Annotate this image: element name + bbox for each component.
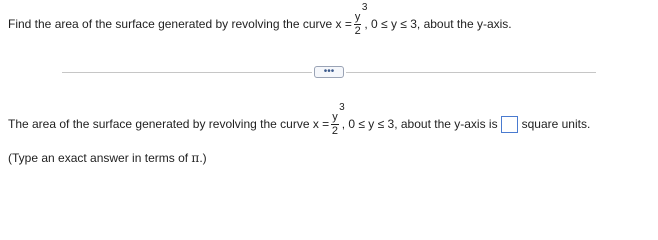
answer-fraction-exponent: 3 <box>339 101 345 113</box>
question-fraction-numerator <box>354 1 368 25</box>
answer-fraction <box>331 101 345 137</box>
hint-text-after: .) <box>199 151 207 165</box>
answer-fraction-variable: y <box>332 110 338 123</box>
hint-text-before: (Type an exact answer in terms of <box>8 151 192 165</box>
answer-statement <box>8 101 591 142</box>
question-suffix: , 0 ≤ y ≤ 3, about the y-axis. <box>364 17 512 31</box>
question-fraction-exponent: 3 <box>361 1 368 13</box>
question-text <box>8 1 512 42</box>
answer-hint <box>8 151 207 165</box>
hint-pi-symbol: π <box>191 151 200 165</box>
answer-input-box[interactable] <box>501 116 518 133</box>
more-options-button[interactable]: ••• <box>314 66 344 78</box>
question-prefix: Find the area of the surface generated by revolving the curve x = <box>8 17 352 31</box>
question-fraction <box>354 1 368 37</box>
divider-right <box>346 72 596 73</box>
answer-fraction-numerator <box>331 101 345 125</box>
answer-unit: square units. <box>521 117 591 131</box>
question-fraction-variable: y <box>354 10 361 23</box>
answer-fraction-denominator: 2 <box>331 124 338 137</box>
question-fraction-denominator: 2 <box>354 24 361 37</box>
answer-prefix: The area of the surface generated by revolving the curve x = <box>8 117 330 131</box>
answer-suffix: , 0 ≤ y ≤ 3, about the y-axis is <box>341 117 498 131</box>
divider-left <box>62 72 312 73</box>
